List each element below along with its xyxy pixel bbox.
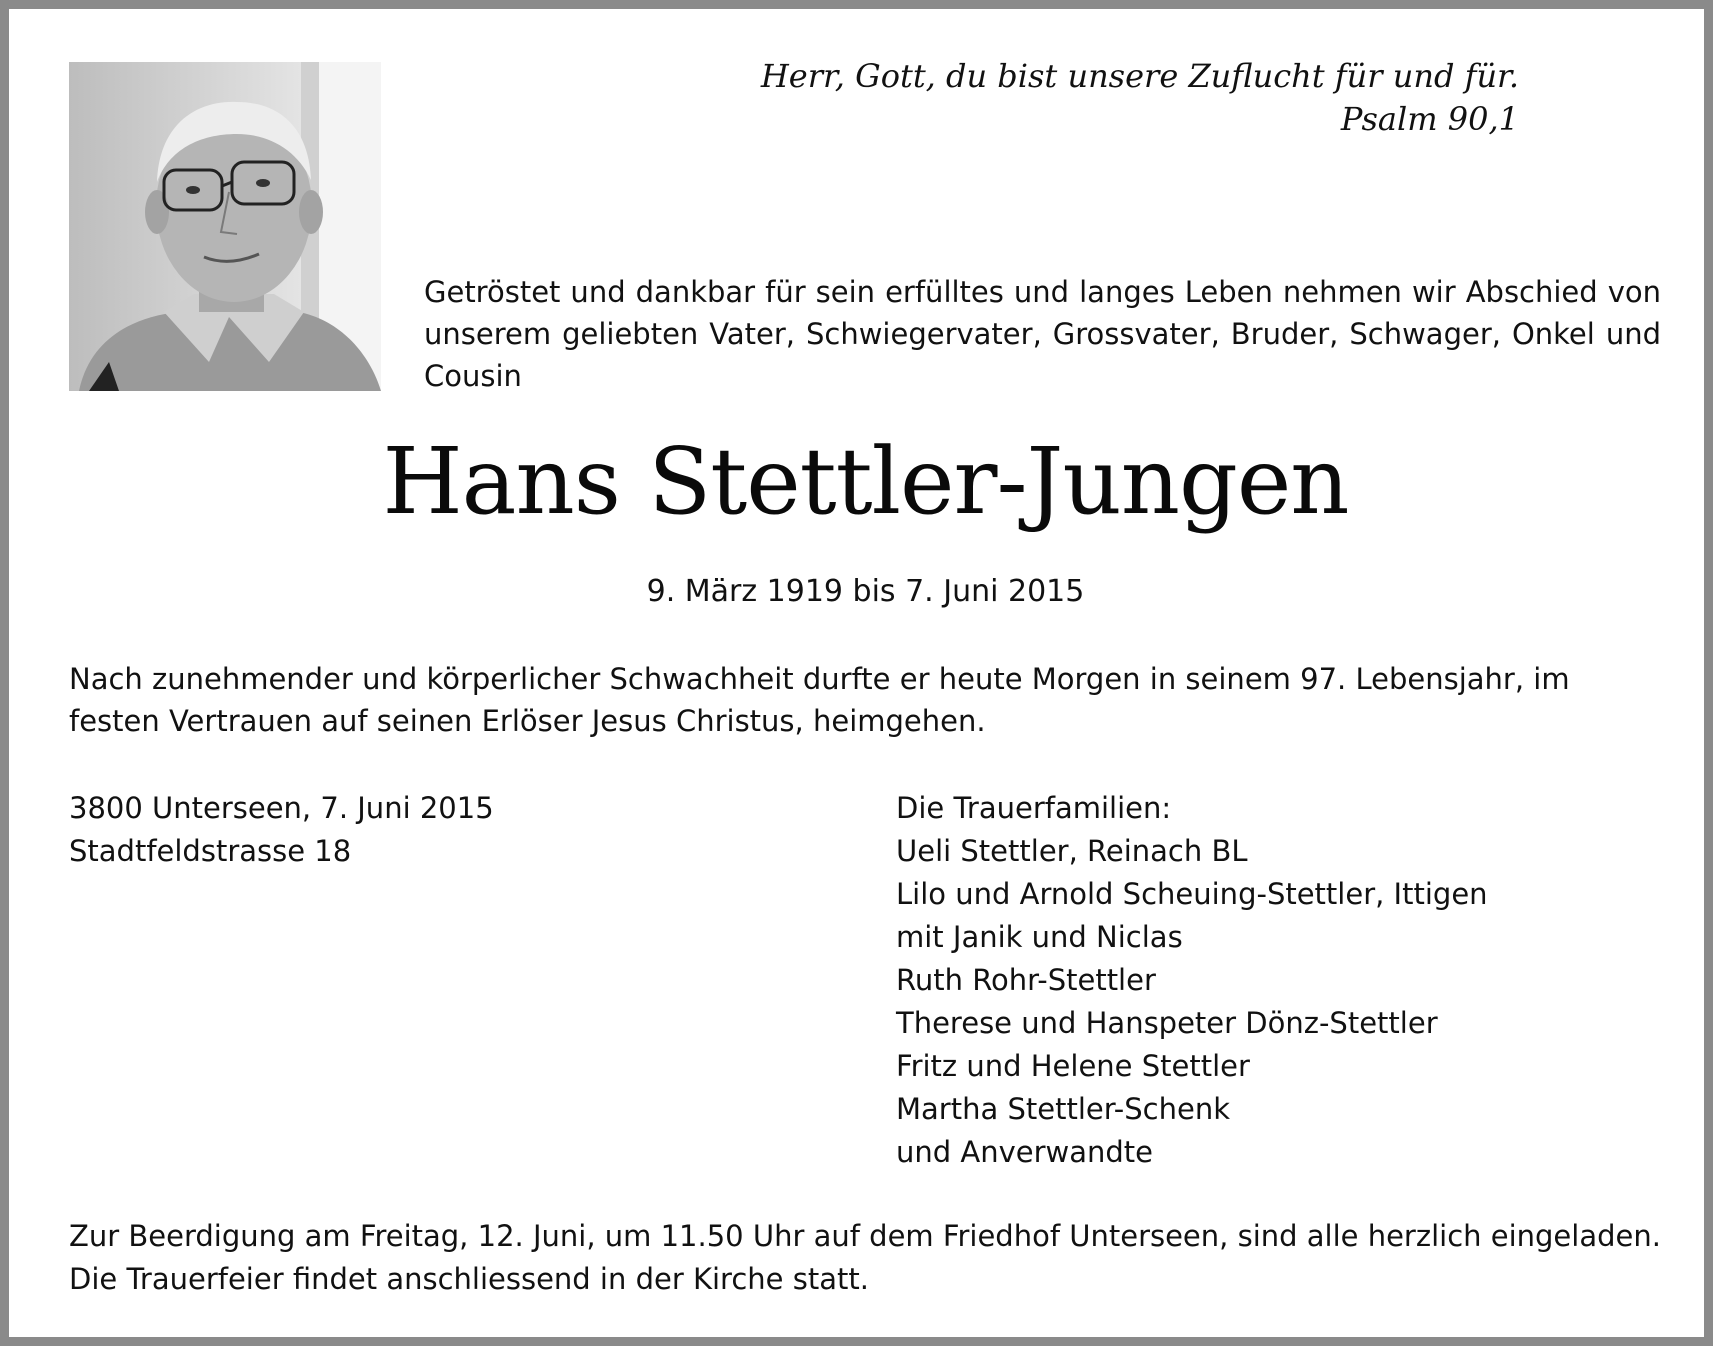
- quote-reference: Psalm 90,1: [1340, 100, 1519, 138]
- street-address: Stadtfeldstrasse 18: [69, 834, 352, 868]
- family-line: Martha Stettler-Schenk: [896, 1092, 1230, 1126]
- family-line: Fritz und Helene Stettler: [896, 1049, 1250, 1083]
- funeral-line: Die Trauerfeier findet anschliessend in der Kirche statt.: [69, 1262, 869, 1296]
- quote-text: Herr, Gott, du bist unsere Zuflucht für und für.: [760, 57, 1519, 95]
- family-line: mit Janik und Niclas: [896, 920, 1183, 954]
- portrait-photo: [69, 62, 381, 391]
- family-line: Lilo und Arnold Scheuing-Stettler, Ittigen: [896, 877, 1488, 911]
- family-line: Therese und Hanspeter Dönz-Stettler: [896, 1006, 1438, 1040]
- funeral-notice: [69, 1215, 1669, 1301]
- family-line: Ueli Stettler, Reinach BL: [896, 834, 1248, 868]
- funeral-line: Zur Beerdigung am Freitag, 12. Juni, um 11.50 Uhr auf dem Friedhof Unterseen, sind alle herzlich eingeladen.: [69, 1219, 1661, 1253]
- deceased-name: Hans Stettler-Jungen: [382, 428, 1349, 535]
- place-and-address: [69, 787, 494, 873]
- family-line: Die Trauerfamilien:: [896, 791, 1172, 825]
- passing-message: Nach zunehmender und körperlicher Schwachheit durfte er heute Morgen in seinem 97. Lebensjahr, im festen Vertrauen auf seinen Erlöser Jesus Christus, heimgehen.: [69, 662, 1570, 738]
- psalm-quote: [761, 55, 1519, 141]
- place-date: 3800 Unterseen, 7. Juni 2015: [69, 791, 494, 825]
- family-line: Ruth Rohr-Stettler: [896, 963, 1156, 997]
- life-dates: 9. März 1919 bis 7. Juni 2015: [646, 574, 1085, 609]
- family-line: und Anverwandte: [896, 1135, 1154, 1169]
- mourning-families: [896, 787, 1488, 1174]
- intro-paragraph: Getröstet und dankbar für sein erfülltes und langes Leben nehmen wir Abschied von unserem geliebten Vater, Schwiegervater, Grossvater, Bruder, Schwager, Onkel und Cousin: [424, 275, 1661, 393]
